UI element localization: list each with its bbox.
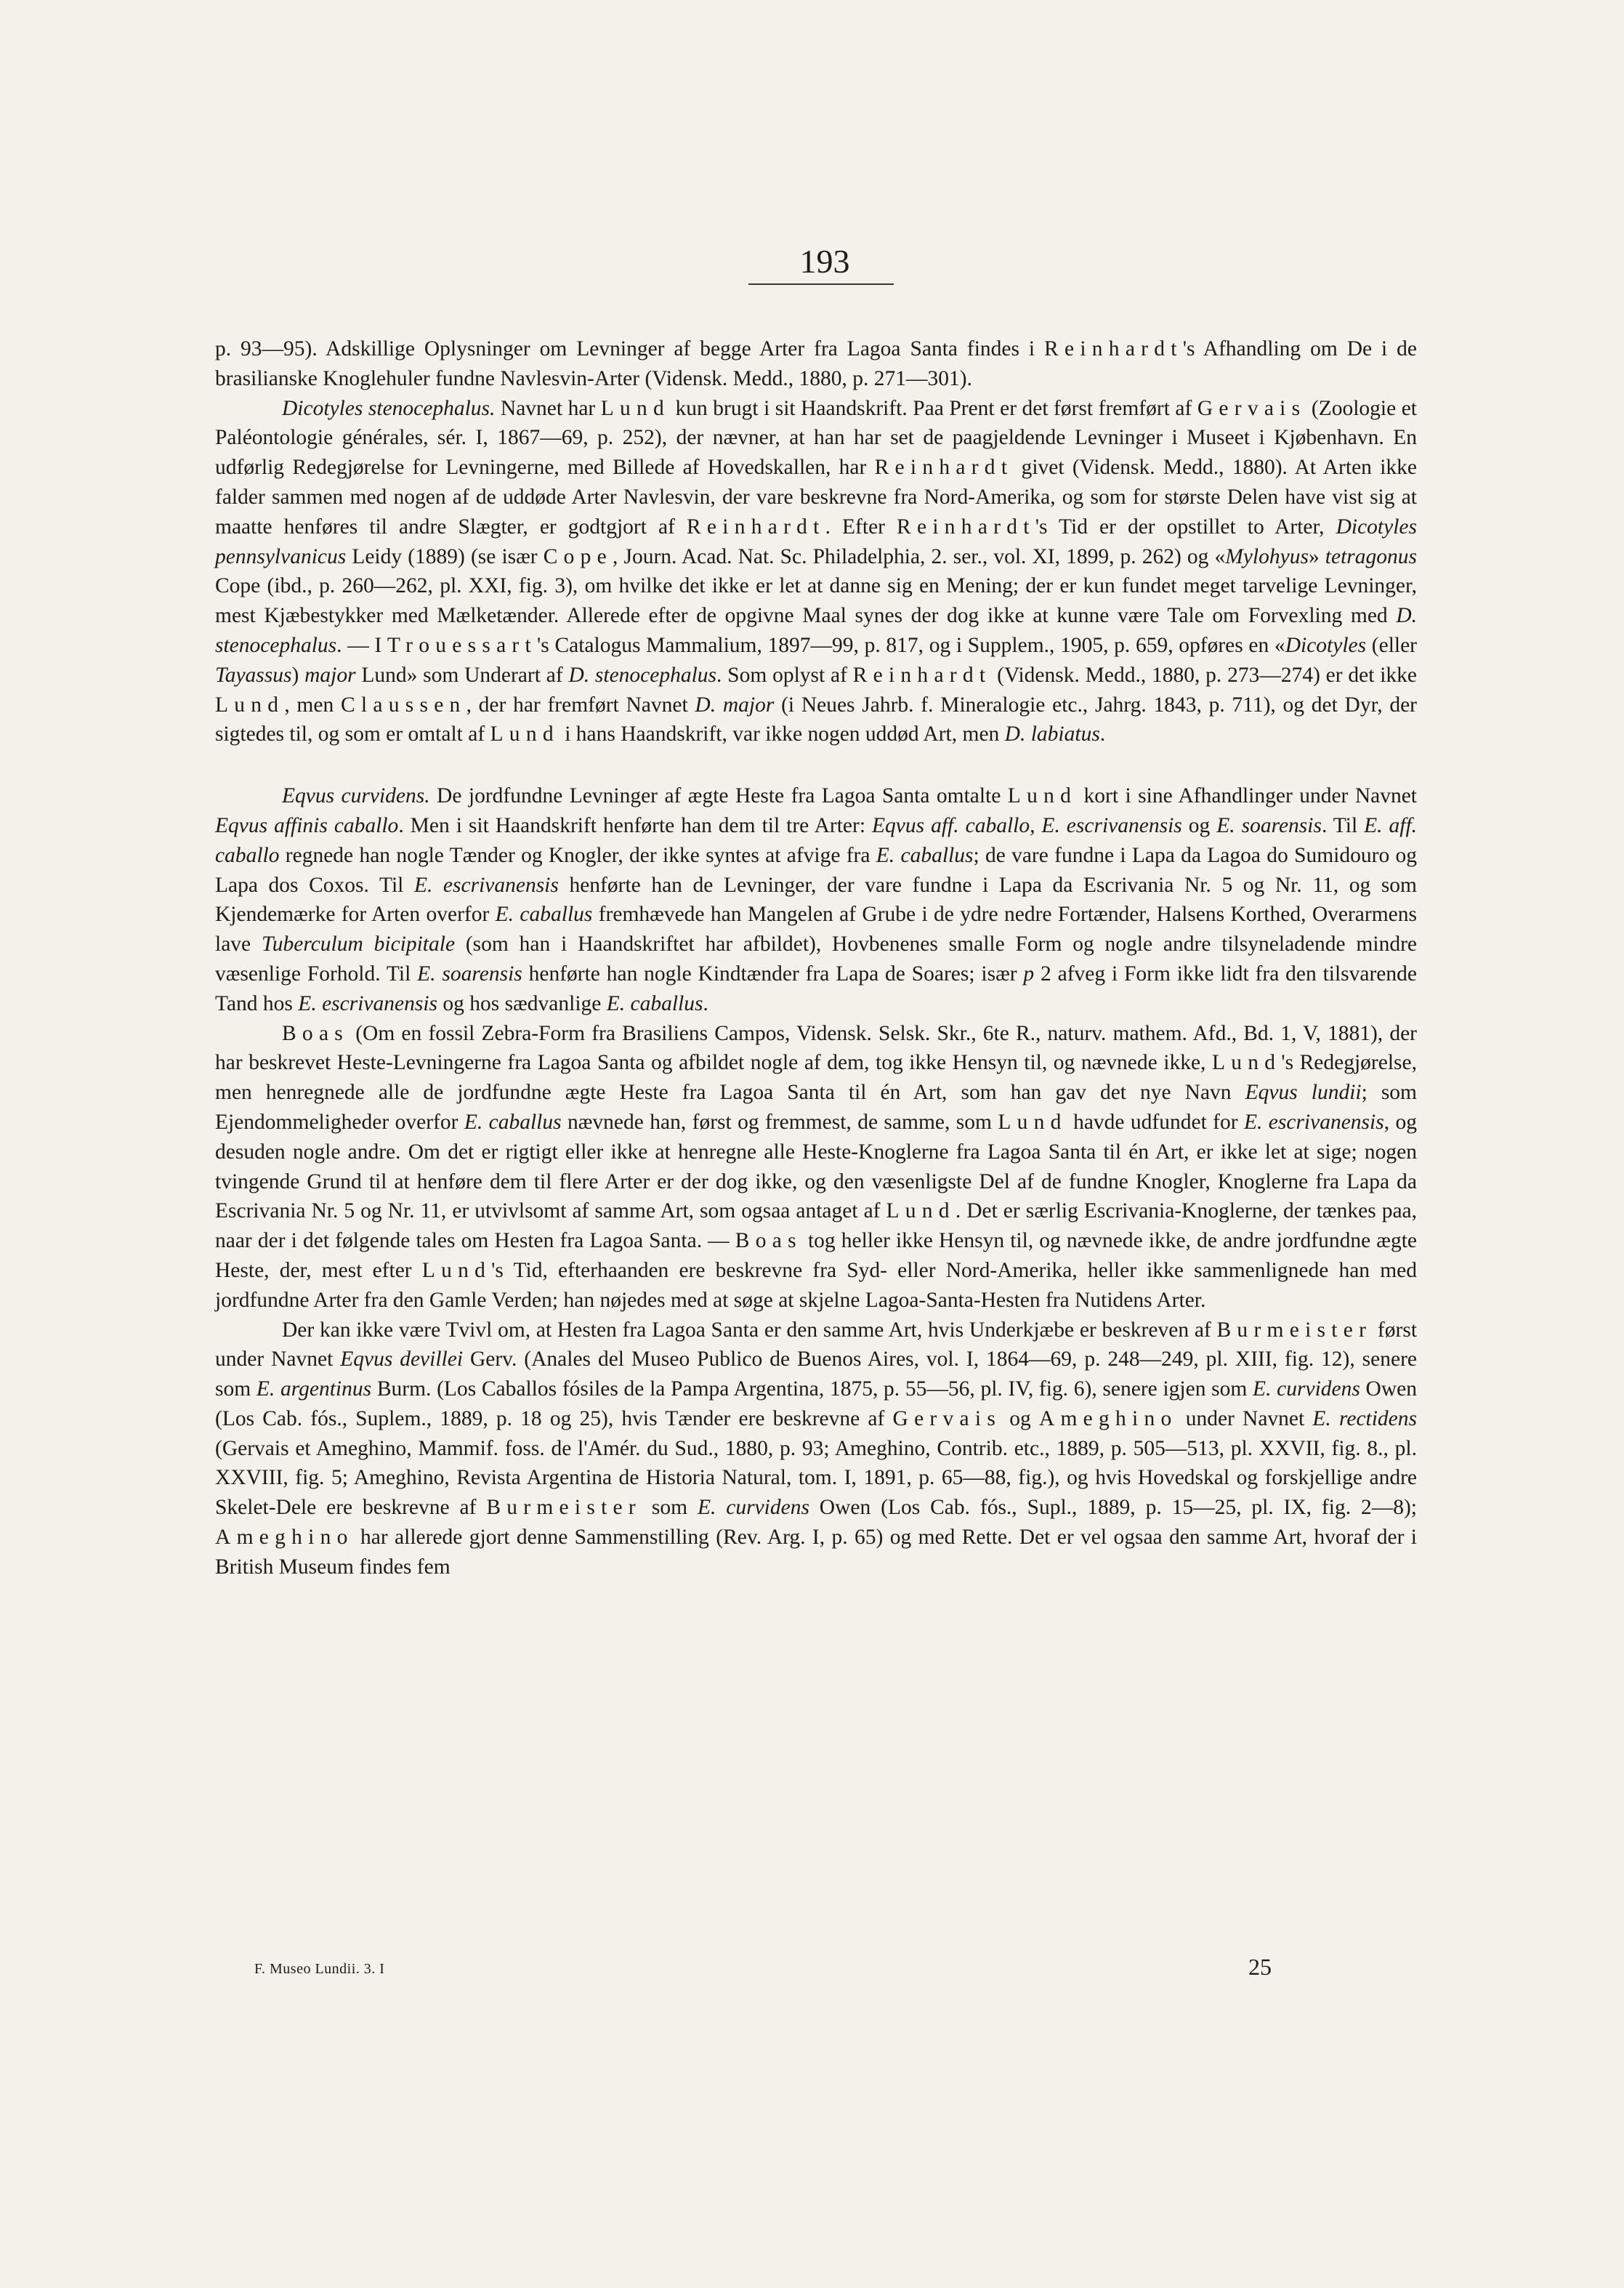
page-number: 193 xyxy=(799,243,850,280)
paragraph-1: p. 93—95). Adskillige Oplysninger om Levninger af begge Arter fra Lagoa Santa findes i Reinhardt's Afhandling om De i de brasilianske Knoglehuler fundne Navlesvin-Arter (Vidensk. Medd., 1880, p. 271—301). xyxy=(215,337,1417,390)
paragraph-burmeister: Der kan ikke være Tvivl om, at Hesten fra Lagoa Santa er den samme Art, hvis Underkjæbe er beskreven af Burmeister først under Navnet Eqvus devillei Gerv. (Anales del Museo Publico de Buenos Aires, vol. I, 1864—69, p. 248—249, pl. XIII, fig. 12), senere som E. argentinus Burm. (Los Caballos fósiles de la Pampa Argentina, 1875, p. 55—56, pl. IV, fig. 6), senere igjen som E. curvidens Owen (Los Cab. fós., Suplem., 1889, p. 18 og 25), hvis Tænder ere beskrevne af Gervais og Ameghino under Navnet E. rectidens (Gervais et Ameghino, Mammif. foss. de l'Amér. du Sud., 1880, p. 93; Ameghino, Contrib. etc., 1889, p. 505—513, pl. XXVII, fig. 8., pl. XXVIII, fig. 5; Ameghino, Revista Argentina de Historia Natural, tom. I, 1891, p. 65—88, fig.), og hvis Hovedskal og forskjellige andre Skelet-Dele ere beskrevne af Burmeister som E. curvidens Owen (Los Cab. fós., Supl., 1889, p. 15—25, pl. IX, fig. 2—8); Ameghino har allerede gjort denne Sammenstilling (Rev. Arg. I, p. 65) og med Rette. Det er vel ogsaa den samme Art, hvoraf der i British Museum findes fem xyxy=(215,1318,1418,1579)
page-number-rule xyxy=(748,283,894,285)
species-name: Eqvus curvidens. xyxy=(282,784,430,808)
body-text xyxy=(215,334,1417,1582)
paragraph-dicotyles-stenocephalus: Dicotyles stenocephalus. Navnet har Lund kun brugt i sit Haandskrift. Paa Prent er det først fremført af Gervais (Zoologie et Paléontologie générales, sér. I, 1867—69, p. 252), der nævner, at han har set de paagjeldende Levninger i Museet i Kjøbenhavn. En udførlig Redegjørelse for Levningerne, med Billede af Hovedskallen, har Reinhardt givet (Vidensk. Medd., 1880). At Arten ikke falder sammen med nogen af de uddøde Arter Navlesvin, der vare beskrevne fra Nord-Amerika, og som for største Delen have vist sig at maatte henføres til andre Slægter, er godtgjort af Reinhardt. Efter Reinhardt's Tid er der opstillet to Arter, Dicotyles pennsylvanicus Leidy (1889) (se især Cope, Journ. Acad. Nat. Sc. Philadelphia, 2. ser., vol. XI, 1899, p. 262) og «Mylohyus» tetragonus Cope (ibd., p. 260—262, pl. XXI, fig. 3), om hvilke det ikke er let at danne sig en Mening; der er kun fundet meget tarvelige Levninger, mest Kjæbestykker med Mælketænder. Allerede efter de opgivne Maal synes der dog ikke at kunne være Tale om Forvexling med D. stenocephalus. — I Trouessart's Catalogus Mammalium, 1897—99, p. 817, og i Supplem., 1905, p. 659, opføres en «Dicotyles (eller Tayassus) major Lund» som Underart af D. stenocephalus. Som oplyst af Reinhardt (Vidensk. Medd., 1880, p. 273—274) er det ikke Lund, men Claussen, der har fremført Navnet D. major (i Neues Jahrb. f. Mineralogie etc., Jahrg. 1843, p. 711), og det Dyr, der sigtedes til, og som er omtalt af Lund i hans Haandskrift, var ikke nogen uddød Art, men D. labiatus. xyxy=(215,396,1417,746)
paragraph-boas: Boas (Om en fossil Zebra-Form fra Brasiliens Campos, Vidensk. Selsk. Skr., 6te R., naturv. mathem. Afd., Bd. 1, V, 1881), der har beskrevet Heste-Levningerne fra Lagoa Santa og afbildet nogle af dem, tog ikke Hensyn til, og nævnede ikke, Lund's Redegjørelse, men henregnede alle de jordfundne ægte Heste fra Lagoa Santa til én Art, som han gav det nye Navn Eqvus lundii; som Ejendommeligheder overfor E. caballus nævnede han, først og fremmest, de samme, som Lund havde udfundet for E. escrivanensis, og desuden nogle andre. Om det er rigtigt eller ikke at henregne alle Heste-Knoglerne fra Lagoa Santa til én Art, er ikke let at sige; nogen tvingende Grund til at henføre dem til flere Arter er der dog ikke, og den væsenligste Del af de fundne Knogler, Knoglerne fra Lapa da Escrivania Nr. 5 og Nr. 11, er utvivlsomt af samme Art, som ogsaa antaget af Lund. Det er særlig Escrivania-Knoglerne, der tænkes paa, naar der i det følgende tales om Hesten fra Lagoa Santa. — Boas tog heller ikke Hensyn til, og nævnede ikke, de andre jordfundne ægte Heste, der, mest efter Lund's Tid, efterhaanden ere beskrevne fra Syd- eller Nord-Amerika, heller ikke sammenlignede han med jordfundne Arter fra den Gamle Verden; han nøjedes med at søge at skjelne Lagoa-Santa-Hesten fra Nutidens Arter. xyxy=(215,1021,1418,1312)
sheet-number: 25 xyxy=(1248,1954,1272,1980)
paragraph-eqvus-curvidens: Eqvus curvidens. De jordfundne Levninger af ægte Heste fra Lagoa Santa omtalte Lund kort i sine Afhandlinger under Navnet Eqvus affinis caballo. Men i sit Haandskrift henførte han dem til tre Arter: Eqvus aff. caballo, E. escrivanensis og E. soarensis. Til E. aff. caballo regnede han nogle Tænder og Knogler, der ikke syntes at afvige fra E. caballus; de vare fundne i Lapa da Lagoa do Sumidouro og Lapa dos Coxos. Til E. escrivanensis henførte han de Levninger, der vare fundne i Lapa da Escrivania Nr. 5 og Nr. 11, og som Kjendemærke for Arten overfor E. caballus fremhævede han Mangelen af Grube i de ydre nedre Fortænder, Halsens Korthed, Overarmens lave Tuberculum bicipitale (som han i Haandskriftet har afbildet), Hovbenenes smalle Form og nogle andre tilsyneladende mindre væsenlige Forhold. Til E. soarensis henførte han nogle Kindtænder fra Lapa de Soares; især p 2 afveg i Form ikke lidt fra den tilsvarende Tand hos E. escrivanensis og hos sædvanlige E. caballus. xyxy=(215,784,1418,1015)
signature-mark: F. Museo Lundii. 3. I xyxy=(254,1961,385,1977)
species-name: Dicotyles stenocephalus. xyxy=(282,396,496,420)
